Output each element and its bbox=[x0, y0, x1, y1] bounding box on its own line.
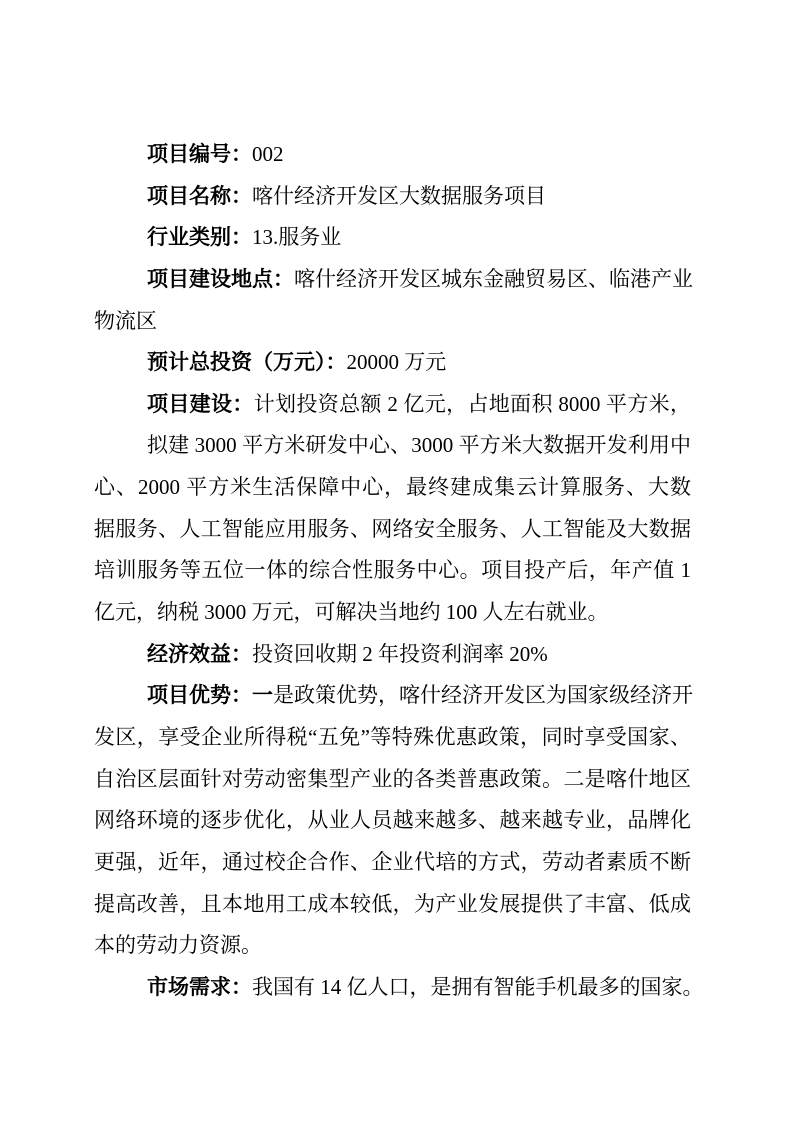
line-project-construction-cont-2 bbox=[94, 467, 691, 509]
field-label: 项目建设地点： bbox=[147, 266, 294, 291]
field-label: 行业类别： bbox=[147, 225, 252, 250]
field-text: 20000 万元 bbox=[346, 350, 447, 375]
line-project-advantages-cont-3 bbox=[94, 800, 691, 842]
line-project-name bbox=[94, 176, 691, 218]
line-project-advantages-cont-1 bbox=[94, 717, 691, 759]
line-project-location-cont bbox=[94, 301, 691, 343]
field-label: 市场需求： bbox=[147, 974, 252, 999]
field-text: 喀什经济开发区城东金融贸易区、临港产业 bbox=[294, 266, 693, 291]
field-text: 13.服务业 bbox=[252, 225, 342, 250]
field-label: 经济效益： bbox=[147, 641, 252, 666]
line-project-construction-cont-5 bbox=[94, 592, 691, 634]
field-text: 喀什经济开发区大数据服务项目 bbox=[252, 183, 546, 208]
field-text: 拟建 3000 平方米研发中心、3000 平方米大数据开发利用中 bbox=[147, 433, 691, 458]
field-label: 项目编号： bbox=[147, 142, 252, 166]
field-text: 心、2000 平方米生活保障中心，最终建成集云计算服务、大数 bbox=[94, 475, 691, 500]
field-label: 预计总投资（万元）： bbox=[147, 350, 347, 375]
line-economic-benefit bbox=[94, 634, 691, 676]
field-text: 我国有 14 亿人口，是拥有智能手机最多的国家。 bbox=[252, 974, 704, 999]
field-text: 计划投资总额 2 亿元，占地面积 8000 平方米， bbox=[253, 391, 692, 416]
field-text: 是政策优势，喀什经济开发区为国家级经济开 bbox=[273, 683, 693, 708]
field-text: 投资回收期 2 年投资利润率 20% bbox=[252, 641, 548, 666]
field-text: 提高改善，且本地用工成本较低，为产业发展提供了丰富、低成 bbox=[94, 891, 691, 916]
line-project-location bbox=[94, 259, 691, 301]
field-text: 网络环境的逐步优化，从业人员越来越多、越来越专业，品牌化 bbox=[94, 808, 691, 833]
field-text: 据服务、人工智能应用服务、网络安全服务、人工智能及大数据 bbox=[94, 516, 691, 541]
line-market-demand bbox=[94, 967, 704, 1009]
field-text: 本的劳动力资源。 bbox=[94, 933, 262, 958]
line-project-number bbox=[94, 134, 691, 176]
field-text: 物流区 bbox=[94, 308, 157, 333]
field-text: 更强，近年，通过校企合作、企业代培的方式，劳动者素质不断 bbox=[94, 849, 691, 874]
document-body bbox=[94, 134, 704, 1008]
field-text: 自治区层面针对劳动密集型产业的各类普惠政策。二是喀什地区 bbox=[94, 766, 691, 791]
line-project-construction-cont-4 bbox=[94, 550, 691, 592]
line-total-investment bbox=[94, 342, 691, 384]
line-project-construction bbox=[94, 384, 691, 426]
line-project-advantages-cont-5 bbox=[94, 884, 691, 926]
field-text: 亿元，纳税 3000 万元，可解决当地约 100 人左右就业。 bbox=[94, 600, 609, 625]
field-text: 发区，享受企业所得税“五免”等特殊优惠政策，同时享受国家、 bbox=[94, 724, 691, 749]
field-label: 项目优势：一 bbox=[147, 683, 273, 708]
line-project-construction-cont-3 bbox=[94, 509, 691, 551]
line-project-construction-cont-1 bbox=[94, 425, 691, 467]
line-project-advantages-cont-4 bbox=[94, 842, 691, 884]
field-label: 项目建设： bbox=[147, 391, 254, 416]
field-text: 培训服务等五位一体的综合性服务中心。项目投产后，年产值 1 bbox=[94, 558, 691, 583]
line-project-advantages-cont-2 bbox=[94, 759, 691, 801]
line-industry-category bbox=[94, 217, 691, 259]
line-project-advantages-cont-6 bbox=[94, 925, 691, 967]
line-project-advantages bbox=[94, 675, 691, 717]
field-label: 项目名称： bbox=[147, 183, 252, 208]
field-text: 002 bbox=[252, 142, 284, 166]
